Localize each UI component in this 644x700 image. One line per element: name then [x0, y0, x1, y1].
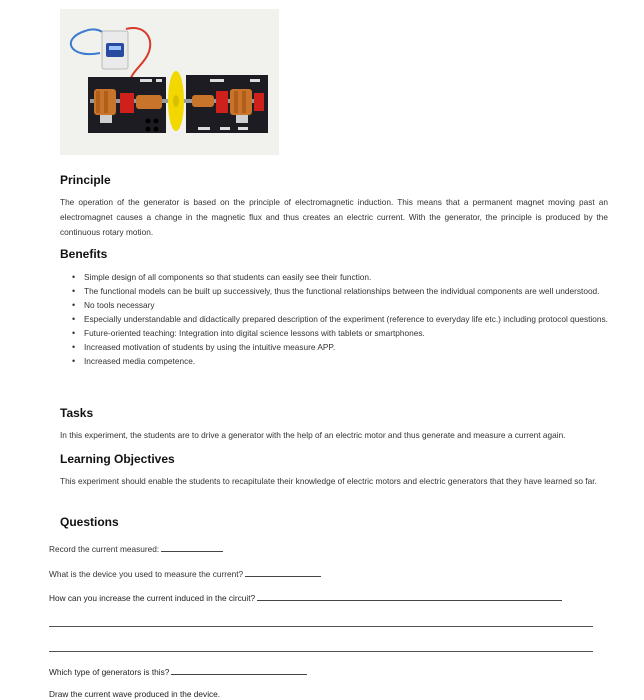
question-1	[49, 543, 223, 554]
question-2-text: What is the device you used to measure the current?	[49, 569, 244, 579]
principle-heading: Principle	[60, 173, 111, 187]
question-3-text: How can you increase the current induced in the circuit?	[49, 593, 256, 603]
benefits-list	[70, 270, 610, 368]
answer-blank-3[interactable]	[257, 592, 562, 601]
question-4-text: Which type of generators is this?	[49, 667, 170, 677]
question-3	[49, 592, 562, 603]
question-1-text: Record the current measured:	[49, 544, 160, 554]
generator-apparatus-illustration	[60, 9, 279, 155]
question-4	[49, 666, 307, 677]
list-item: • Future-oriented teaching: Integration into digital science lessons with tablets or smartphones.	[70, 326, 610, 340]
generator-apparatus-photo	[60, 9, 279, 155]
answer-line[interactable]	[49, 626, 593, 627]
tasks-text: In this experiment, the students are to drive a generator with the help of an electric motor and thus generate and measure a current again.	[60, 430, 566, 440]
answer-blank-1[interactable]	[161, 543, 223, 552]
list-item: • Increased media competence.	[70, 354, 610, 368]
answer-blank-2[interactable]	[245, 568, 321, 577]
questions-heading: Questions	[60, 515, 119, 529]
list-item: • No tools necessary	[70, 298, 610, 312]
benefits-heading: Benefits	[60, 247, 108, 261]
tasks-heading: Tasks	[60, 406, 94, 420]
answer-blank-4[interactable]	[171, 666, 307, 675]
question-5-text: Draw the current wave produced in the device.	[49, 689, 221, 699]
learning-objectives-text: This experiment should enable the students to recapitulate their knowledge of electric motors and electric generators that they have learned so far.	[60, 476, 597, 486]
list-item: • Simple design of all components so that students can easily see their function.	[70, 270, 610, 284]
list-item: • Increased motivation of students by using the intuitive measure APP.	[70, 340, 610, 354]
principle-text: The operation of the generator is based on the principle of electromagnetic induction. This means that a permanent magnet moving past an electromagnet causes a change in the magnetic flux and thus creates an electric current. With the generator, the principle is produced by the continuous rotary motion.	[60, 197, 608, 237]
learning-objectives-heading: Learning Objectives	[60, 452, 175, 466]
question-2	[49, 568, 321, 579]
answer-line[interactable]	[49, 651, 593, 652]
list-item: • The functional models can be built up successively, thus the functional relationships between the individual components are well understood.	[70, 284, 610, 298]
list-item: • Especially understandable and didactically prepared description of the experiment (reference to everyday life etc.) including protocol questions.	[70, 312, 610, 326]
question-5	[49, 689, 220, 699]
